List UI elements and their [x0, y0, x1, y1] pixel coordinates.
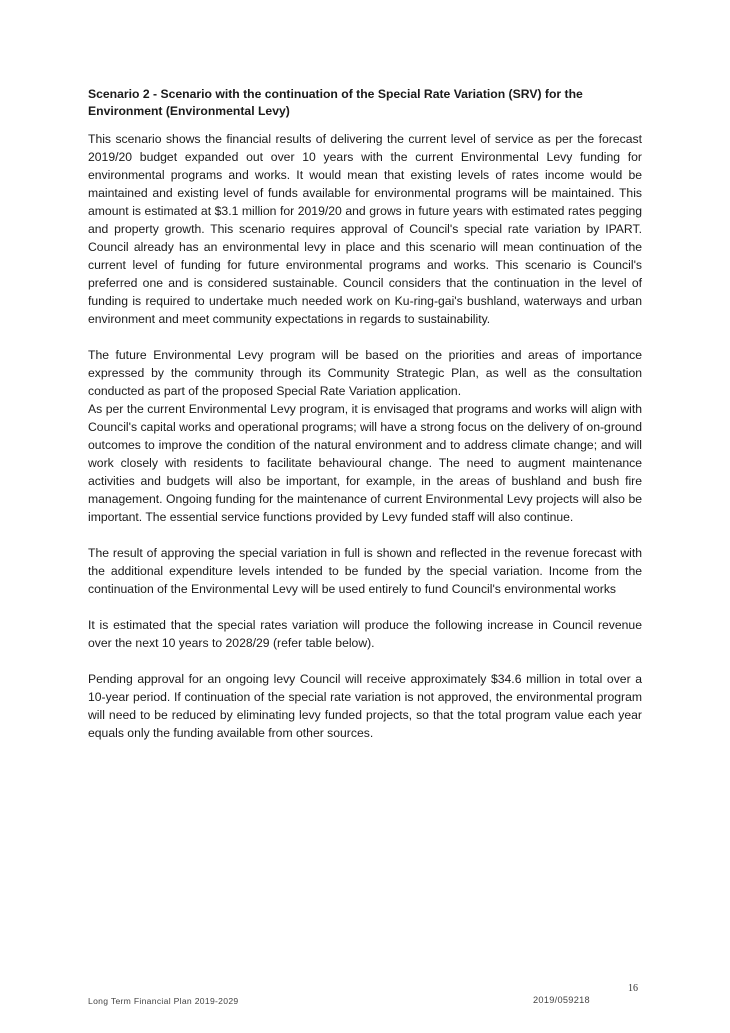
paragraph-spacer: [88, 526, 642, 544]
paragraph-spacer: [88, 328, 642, 346]
paragraph-scenario-overview: This scenario shows the financial results of delivering the current level of service as per the forecast 2019/20 budget expanded out over 10 years with the current Environmental Levy funding for environmental programs and works. It would mean that existing levels of rates income would be maintained and existing level of funds available for environmental programs will be maintained. This amount is estimated at $3.1 million for 2019/20 and grows in future years with estimated rates pegging and property growth. This scenario requires approval of Council's special rate variation by IPART. Council already has an environmental levy in place and this scenario will mean continuation of the current level of funding for future environmental programs and works. This scenario is Council's preferred one and is considered sustainable. Council considers that the continuation in the level of funding is required to undertake much needed work on Ku-ring-gai's bushland, waterways and urban environment and meet community expectations in regards to sustainability.: [88, 132, 642, 326]
footer-document-title: Long Term Financial Plan 2019-2029: [88, 996, 239, 1006]
paragraph-pending-approval: Pending approval for an ongoing levy Council will receive approximately $34.6 million in total over a 10-year period. If continuation of the special rate variation is not approved, the environmental program will need to be reduced by eliminating levy funded projects, so that the total program value each year equals only the funding available from other sources.: [88, 672, 642, 740]
paragraph-revenue-increase: It is estimated that the special rates variation will produce the following increase in Council revenue over the next 10 years to 2028/29 (refer table below).: [88, 618, 642, 650]
paragraph-current-program: As per the current Environmental Levy program, it is envisaged that programs and works will align with Council's capital works and operational programs; will have a strong focus on the delivery of on-ground outcomes to improve the condition of the natural environment and to address climate change; and will work closely with residents to facilitate behavioural change. The need to augment maintenance activities and budgets will also be important, for example, in the areas of bushland and bush fire management. Ongoing funding for the maintenance of current Environmental Levy projects will also be important. The essential service functions provided by Levy funded staff will also continue.: [88, 402, 642, 524]
document-body: [88, 86, 642, 742]
paragraph-spacer: [88, 652, 642, 670]
page-number: 16: [628, 983, 638, 994]
footer-reference-number: 2019/059218: [533, 995, 590, 1005]
section-heading: Scenario 2 - Scenario with the continuation of the Special Rate Variation (SRV) for the Environment (Environmental Levy): [88, 87, 583, 118]
paragraph-future-program: The future Environmental Levy program will be based on the priorities and areas of importance expressed by the community through its Community Strategic Plan, as well as the consultation conducted as part of the proposed Special Rate Variation application.: [88, 348, 642, 398]
paragraph-revenue-forecast: The result of approving the special variation in full is shown and reflected in the revenue forecast with the additional expenditure levels intended to be funded by the special variation. Income from the continuation of the Environmental Levy will be used entirely to fund Council's environmental works: [88, 546, 642, 596]
paragraph-spacer: [88, 598, 642, 616]
